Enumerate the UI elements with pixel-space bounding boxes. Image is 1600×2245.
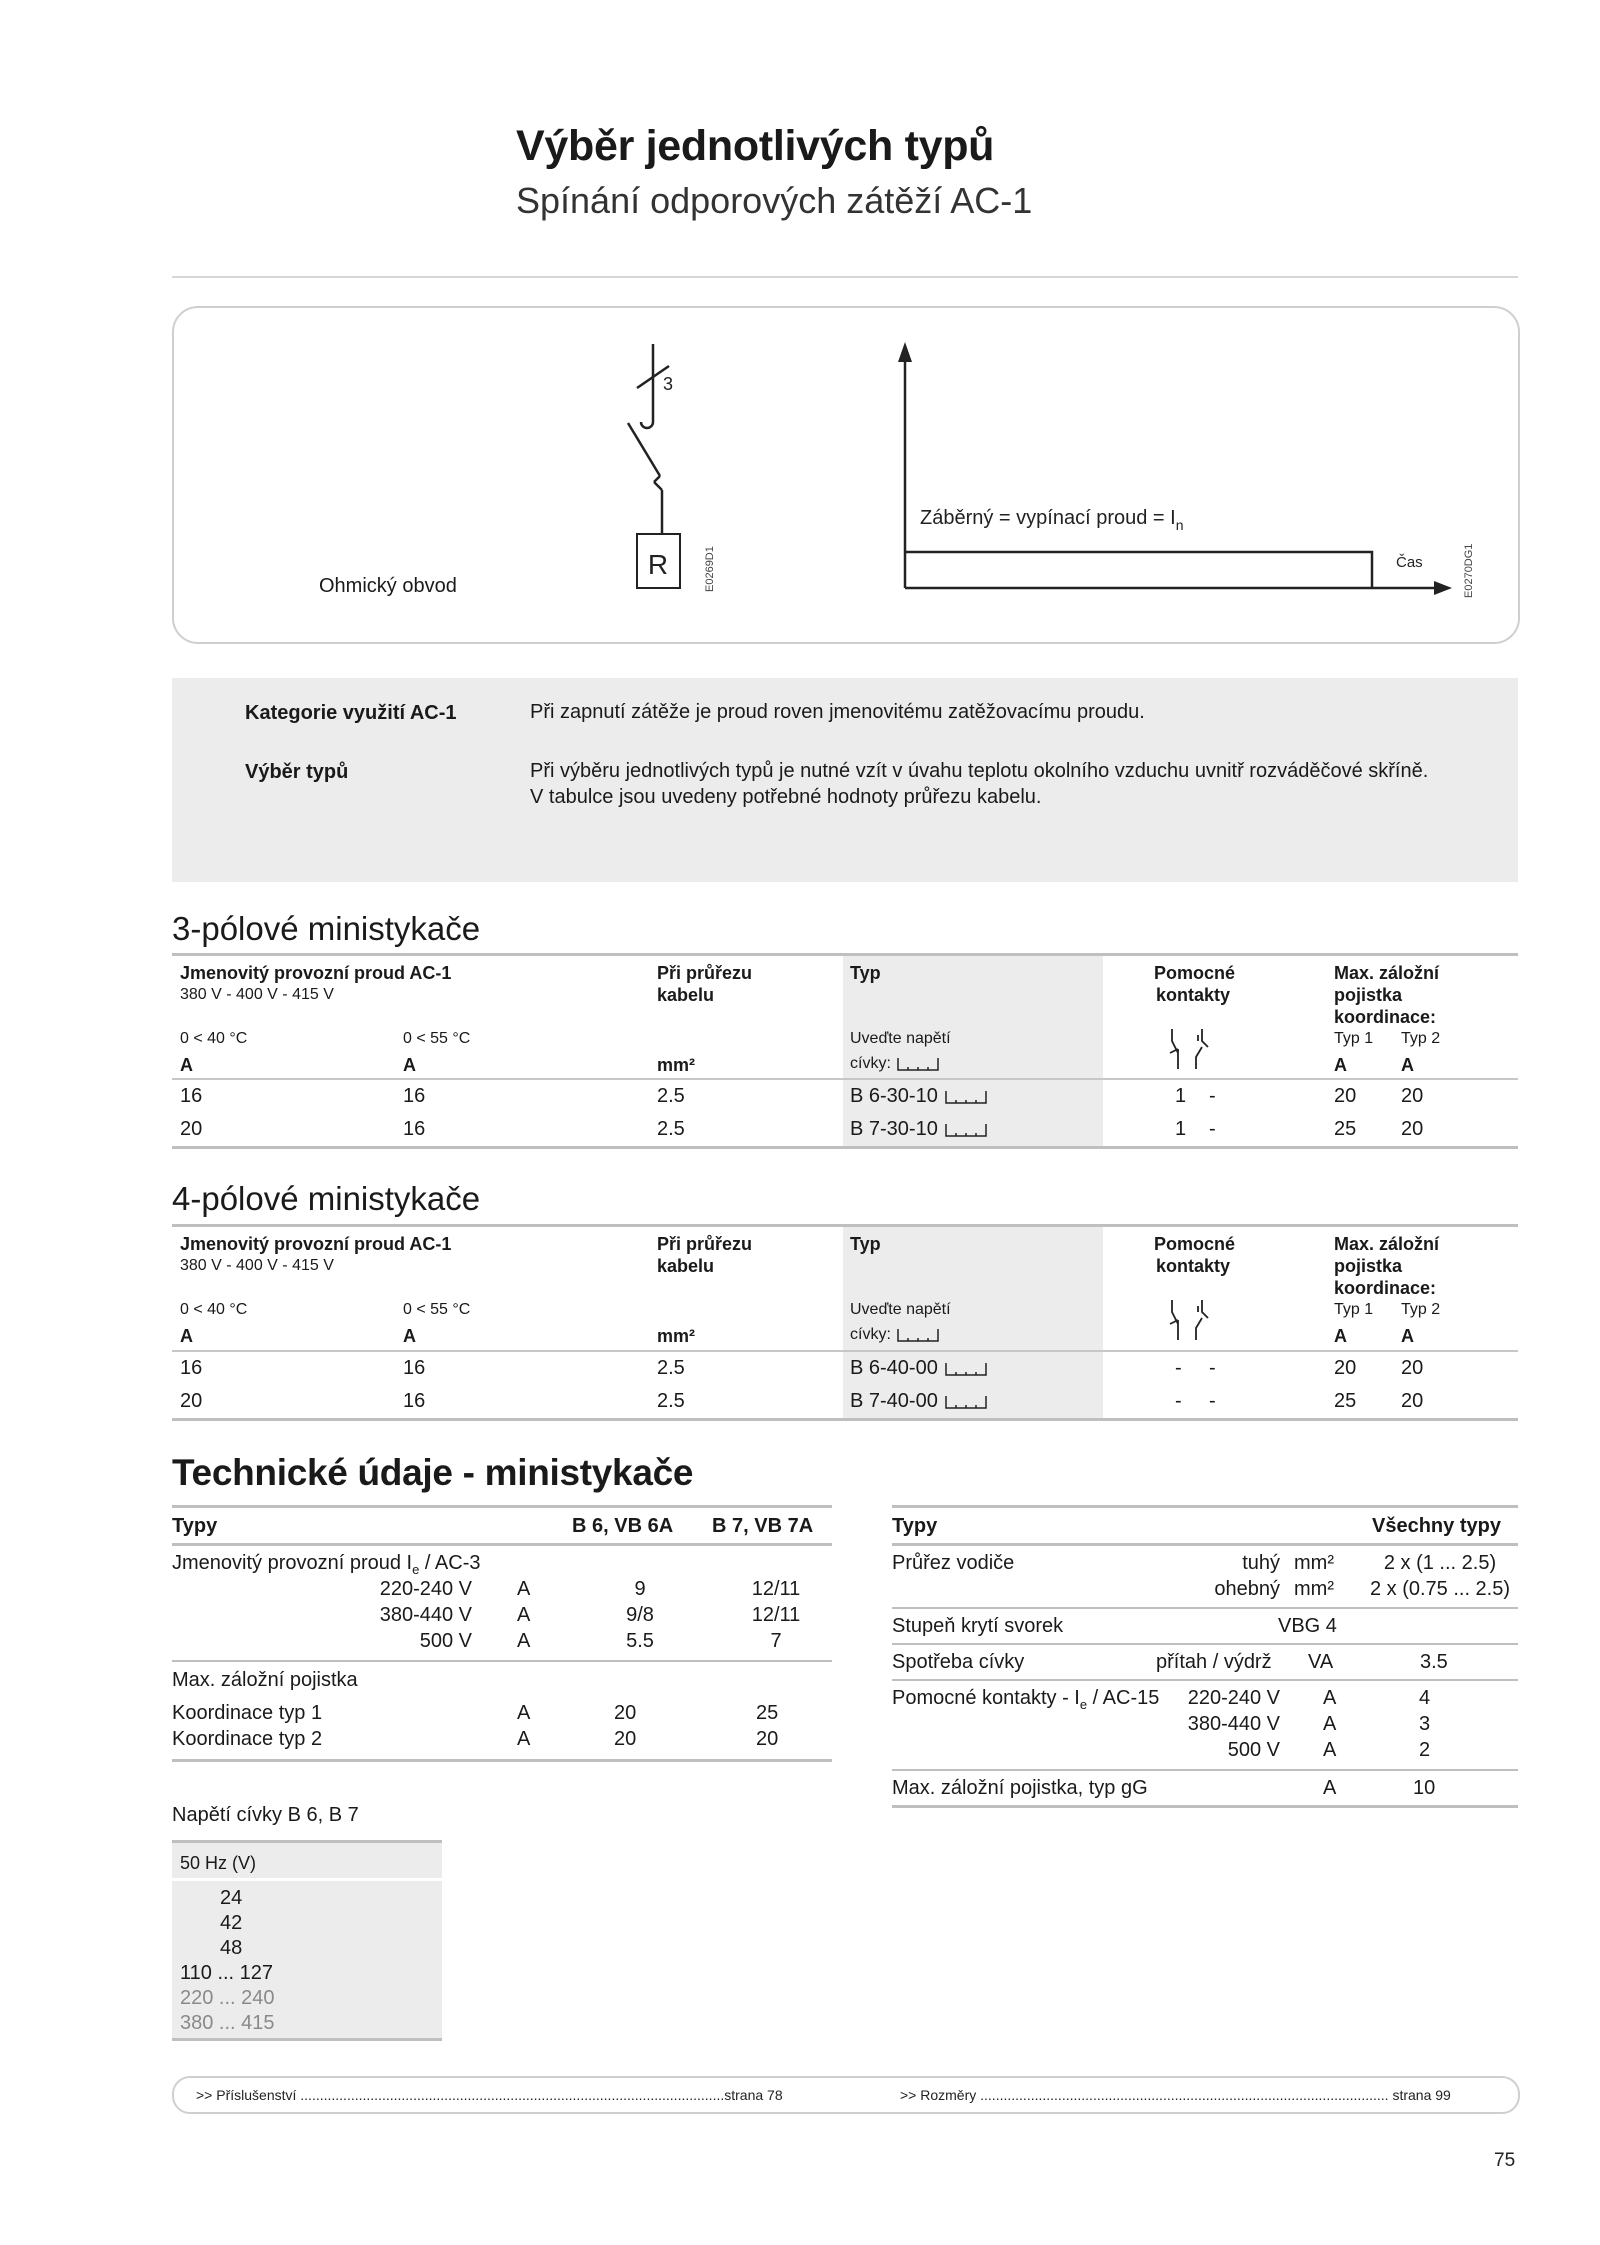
cell-b7: 7: [770, 1630, 782, 1652]
table4-bottom-rule: [172, 1418, 1518, 1421]
coil-placeholder-icon: [943, 1122, 989, 1138]
coil-voltage-value: 24: [220, 1887, 243, 1909]
max-fuse-gg-label: Max. záložní pojistka, typ gG: [892, 1777, 1148, 1799]
tech-right-rule: [892, 1607, 1518, 1609]
rated-current-label: Jmenovitý provozní proud $I_e / AC-3$: [172, 1552, 481, 1577]
cell-nc: -: [1209, 1085, 1216, 1107]
cell-voltage: 220-240 V: [379, 1578, 472, 1600]
cell-b7: 20: [756, 1728, 779, 1750]
cell-i55: 16: [403, 1118, 426, 1140]
cell-b6: 9/8: [626, 1604, 654, 1626]
cell-type: B 7-30-10: [850, 1118, 989, 1141]
table3-header-unit3: A: [1334, 1055, 1347, 1075]
tech-left-header-col1: B 6, VB 6A: [572, 1515, 674, 1537]
table3-header-aux1: Pomocné: [1154, 963, 1236, 983]
cell-i40: 20: [180, 1118, 203, 1140]
cell-value: 4: [1419, 1687, 1431, 1709]
table4-header-current: Jmenovitý provozní proud AC-1: [180, 1234, 452, 1254]
cell-cross: 2.5: [657, 1085, 685, 1107]
page-number: 75: [1494, 2150, 1516, 2171]
cell-t2: 20: [1401, 1118, 1424, 1140]
resistor-symbol: R: [647, 549, 669, 580]
circuit-label: Ohmický obvod: [319, 575, 457, 597]
aux-contacts-label: Pomocné kontakty - $I_e / AC-15$: [892, 1687, 1160, 1712]
coil-voltage-value: 48: [220, 1937, 243, 1959]
footer-link-dimensions[interactable]: >> Rozměry ......................................................................................................... strana 99: [900, 2087, 1451, 2103]
curve-label-subscript: n: [1175, 517, 1184, 533]
figure-code-left: E0269D1: [704, 546, 716, 592]
max-fuse-label: Max. záložní pojistka: [172, 1669, 358, 1691]
cell-unit: A: [1323, 1739, 1337, 1761]
cell-i40: 20: [180, 1390, 203, 1412]
table4-header-rule: [172, 1350, 1518, 1352]
cell-value: 2 x (1 ... 2.5): [1383, 1552, 1497, 1574]
table4-header-aux2: kontakty: [1156, 1256, 1231, 1276]
cell-no: 1: [1175, 1085, 1187, 1107]
table3-header-typ1: Typ 1: [1334, 1030, 1374, 1047]
cell-nc: -: [1209, 1118, 1216, 1140]
cell-type: B 6-40-00: [850, 1357, 989, 1380]
tech-right-header-all: Všechny typy: [1372, 1515, 1501, 1537]
coil-consumption-value: 3.5: [1420, 1651, 1448, 1673]
table4-header-fuse1: Max. záložní: [1334, 1234, 1440, 1254]
table4-header-typ2: Typ 2: [1401, 1301, 1441, 1318]
table4-header-cross2: kabelu: [657, 1256, 715, 1276]
table4-header-temp1: 0 < 40 °C: [180, 1301, 248, 1318]
cell-unit: mm²: [1294, 1552, 1334, 1574]
coil-voltage-value: 110 ... 127: [180, 1962, 274, 1984]
max-fuse-gg-unit: A: [1323, 1777, 1337, 1799]
max-fuse-gg-value: 10: [1413, 1777, 1436, 1799]
cell-kind: ohebný: [1214, 1578, 1280, 1600]
cell-i40: 16: [180, 1357, 203, 1379]
table4-title: 4-pólové ministykače: [172, 1180, 481, 1217]
tech-title: Technické údaje - ministykače: [172, 1452, 694, 1493]
tech-right-rule: [892, 1679, 1518, 1681]
tech-left-header-types: Typy: [172, 1515, 218, 1537]
cell-cross: 2.5: [657, 1118, 685, 1140]
cell-type: B 7-40-00: [850, 1390, 989, 1413]
tech-left-bottom-rule: [172, 1759, 832, 1762]
conductor-label: Průřez vodiče: [892, 1552, 1015, 1574]
table3-header-unit2: A: [403, 1055, 416, 1075]
table4-header-mm: mm²: [657, 1326, 696, 1346]
coil-consumption-kind: přítah / výdrž: [1156, 1651, 1272, 1673]
header-divider: [172, 276, 1518, 278]
coil-placeholder-icon: [895, 1327, 941, 1343]
tech-left-rule: [172, 1660, 832, 1662]
cell-unit: mm²: [1294, 1578, 1334, 1600]
selection-label: Výběr typů: [245, 761, 349, 783]
table4-header-cross1: Při průřezu: [657, 1234, 753, 1254]
table3-header-typ2: Typ 2: [1401, 1030, 1441, 1047]
tech-right-header-types: Typy: [892, 1515, 938, 1537]
coil-placeholder-icon: [943, 1394, 989, 1410]
table3-top-rule: [172, 953, 1518, 956]
table3-header-fuse3: koordinace:: [1334, 1007, 1437, 1027]
cell-b7: 12/11: [751, 1604, 801, 1626]
table4-header-type: Typ: [850, 1234, 881, 1254]
cell-b6: 20: [614, 1728, 637, 1750]
coil-voltage-value: 380 ... 415: [180, 2012, 275, 2034]
cell-b7: 12/11: [751, 1578, 801, 1600]
selection-text-2: V tabulce jsou uvedeny potřebné hodnoty průřezu kabelu.: [530, 786, 1042, 808]
tech-right-rule: [892, 1643, 1518, 1645]
cell-t1: 25: [1334, 1118, 1357, 1140]
coil-voltage-bottom-rule: [172, 2038, 442, 2041]
table4-header-unit2: A: [403, 1326, 416, 1346]
table3-header-current: Jmenovitý provozní proud AC-1: [180, 963, 452, 983]
ip-label: Stupeň krytí svorek: [892, 1615, 1064, 1637]
table3-header-fuse2: pojistka: [1334, 985, 1403, 1005]
cell-i55: 16: [403, 1357, 426, 1379]
footer-link-accessories[interactable]: >> Příslušenství .............................................................................................................strana 78: [196, 2087, 783, 2103]
table3-header-cross1: Při průřezu: [657, 963, 753, 983]
curve-label: Záběrný = vypínací proud = I: [920, 507, 1176, 529]
cell-cross: 2.5: [657, 1357, 685, 1379]
y-axis-arrow: [898, 342, 912, 362]
table4-header-unit4: A: [1401, 1326, 1414, 1346]
cell-voltage: 380-440 V: [379, 1604, 472, 1626]
table4-header-specify: Uveďte napětí: [850, 1301, 951, 1318]
selection-text-1: Při výběru jednotlivých typů je nutné vzít v úvahu teplotu okolního vzduchu uvnitř rozváděčové skříně.: [530, 760, 1429, 782]
table4-header-fuse3: koordinace:: [1334, 1278, 1437, 1298]
tech-right-header-rule: [892, 1543, 1518, 1546]
table3-header-unit1: A: [180, 1055, 193, 1075]
cell-unit: A: [1323, 1713, 1337, 1735]
category-text: Při zapnutí zátěže je proud roven jmenovitému zatěžovacímu proudu.: [530, 701, 1145, 723]
coil-consumption-label: Spotřeba cívky: [892, 1651, 1025, 1673]
cell-t2: 20: [1401, 1390, 1424, 1412]
tech-right-rule: [892, 1769, 1518, 1771]
cell-value: 2: [1419, 1739, 1431, 1761]
cell-type: B 6-30-10: [850, 1085, 989, 1108]
coil-voltage-value: 42: [220, 1912, 243, 1934]
cell-nc: -: [1209, 1390, 1216, 1412]
cell-value: 3: [1419, 1713, 1431, 1735]
table4-header-unit1: A: [180, 1326, 193, 1346]
cell-cross: 2.5: [657, 1390, 685, 1412]
cell-no: -: [1175, 1357, 1182, 1379]
current-curve: [905, 350, 1440, 588]
tech-left-header-col2: B 7, VB 7A: [712, 1515, 814, 1537]
cell-unit: A: [517, 1630, 531, 1652]
cell-unit: A: [517, 1604, 531, 1626]
cell-voltage: 500 V: [419, 1630, 472, 1652]
cell-label: Koordinace typ 1: [172, 1702, 323, 1724]
table3-header-type: Typ: [850, 963, 881, 983]
tech-right-top-rule: [892, 1505, 1518, 1508]
table4-header-unit3: A: [1334, 1326, 1347, 1346]
circuit-and-curve-diagram: [172, 306, 1520, 644]
cell-nc: -: [1209, 1357, 1216, 1379]
coil-voltage-header: 50 Hz (V): [180, 1853, 257, 1873]
page-subtitle: Spínání odporových zátěží AC-1: [516, 180, 1033, 221]
tech-left-header-rule: [172, 1543, 832, 1546]
tech-right-bottom-rule: [892, 1805, 1518, 1808]
x-axis-arrow: [1434, 581, 1452, 595]
table3-header-cross2: kabelu: [657, 985, 715, 1005]
cell-voltage: 220-240 V: [1187, 1687, 1280, 1709]
ip-value: VBG 4: [1278, 1615, 1337, 1637]
cell-i55: 16: [403, 1390, 426, 1412]
cell-t1: 25: [1334, 1390, 1357, 1412]
cell-t1: 20: [1334, 1357, 1357, 1379]
coil-placeholder-icon: [943, 1361, 989, 1377]
pole-count: 3: [663, 374, 674, 394]
cell-unit: A: [517, 1702, 531, 1724]
table3-header-rule: [172, 1078, 1518, 1080]
time-label: Čas: [1396, 554, 1423, 571]
table4-header-fuse2: pojistka: [1334, 1256, 1403, 1276]
svg-text:Záběrný = vypínací proud = In: [920, 507, 1184, 533]
cell-no: -: [1175, 1390, 1182, 1412]
cell-b6: 20: [614, 1702, 637, 1724]
table4-header-temp2: 0 < 55 °C: [403, 1301, 471, 1318]
coil-voltage-value: 220 ... 240: [180, 1987, 275, 2009]
cell-t2: 20: [1401, 1357, 1424, 1379]
coil-consumption-unit: VA: [1308, 1651, 1334, 1673]
aux-contacts-icon: [1160, 1296, 1220, 1344]
table3-bottom-rule: [172, 1146, 1518, 1149]
tech-left-top-rule: [172, 1505, 832, 1508]
cell-i55: 16: [403, 1085, 426, 1107]
table4-top-rule: [172, 1224, 1518, 1227]
cell-label: Koordinace typ 2: [172, 1728, 323, 1750]
figure-code-right: E0270DG1: [1463, 543, 1475, 598]
table3-header-specify: Uveďte napětí: [850, 1030, 951, 1047]
coil-voltage-title: Napětí cívky B 6, B 7: [172, 1804, 359, 1826]
table4-header-voltage: 380 V - 400 V - 415 V: [180, 1257, 334, 1274]
table3-header-voltage: 380 V - 400 V - 415 V: [180, 986, 334, 1003]
cell-kind: tuhý: [1242, 1552, 1280, 1574]
table4-header-aux1: Pomocné: [1154, 1234, 1236, 1254]
aux-contacts-icon: [1160, 1025, 1220, 1073]
cell-voltage: 380-440 V: [1187, 1713, 1280, 1735]
cell-unit: A: [517, 1578, 531, 1600]
cell-no: 1: [1175, 1118, 1187, 1140]
table3-header-mm: mm²: [657, 1055, 696, 1075]
table4-header-coils: cívky:: [850, 1325, 941, 1345]
coil-voltage-header-rule: [172, 1878, 442, 1881]
coil-placeholder-icon: [895, 1056, 941, 1072]
table3-header-temp1: 0 < 40 °C: [180, 1030, 248, 1047]
coil-placeholder-icon: [943, 1089, 989, 1105]
cell-t2: 20: [1401, 1085, 1424, 1107]
cell-unit: A: [517, 1728, 531, 1750]
cell-unit: A: [1323, 1687, 1337, 1709]
cell-value: 2 x (0.75 ... 2.5): [1369, 1578, 1511, 1600]
table3-header-coils: cívky:: [850, 1054, 941, 1074]
page-title: Výběr jednotlivých typů: [516, 122, 995, 170]
table3-title: 3-pólové ministykače: [172, 910, 481, 947]
table3-header-unit4: A: [1401, 1055, 1414, 1075]
cell-i40: 16: [180, 1085, 203, 1107]
table3-header-fuse1: Max. záložní: [1334, 963, 1440, 983]
cell-voltage: 500 V: [1227, 1739, 1280, 1761]
table4-header-typ1: Typ 1: [1334, 1301, 1374, 1318]
category-label: Kategorie využití AC-1: [245, 702, 457, 724]
cell-b6: 9: [634, 1578, 646, 1600]
table3-header-aux2: kontakty: [1156, 985, 1231, 1005]
cell-b6: 5.5: [626, 1630, 654, 1652]
cell-b7: 25: [756, 1702, 779, 1724]
table3-header-temp2: 0 < 55 °C: [403, 1030, 471, 1047]
cell-t1: 20: [1334, 1085, 1357, 1107]
coil-voltage-top-rule: [172, 1840, 442, 1843]
